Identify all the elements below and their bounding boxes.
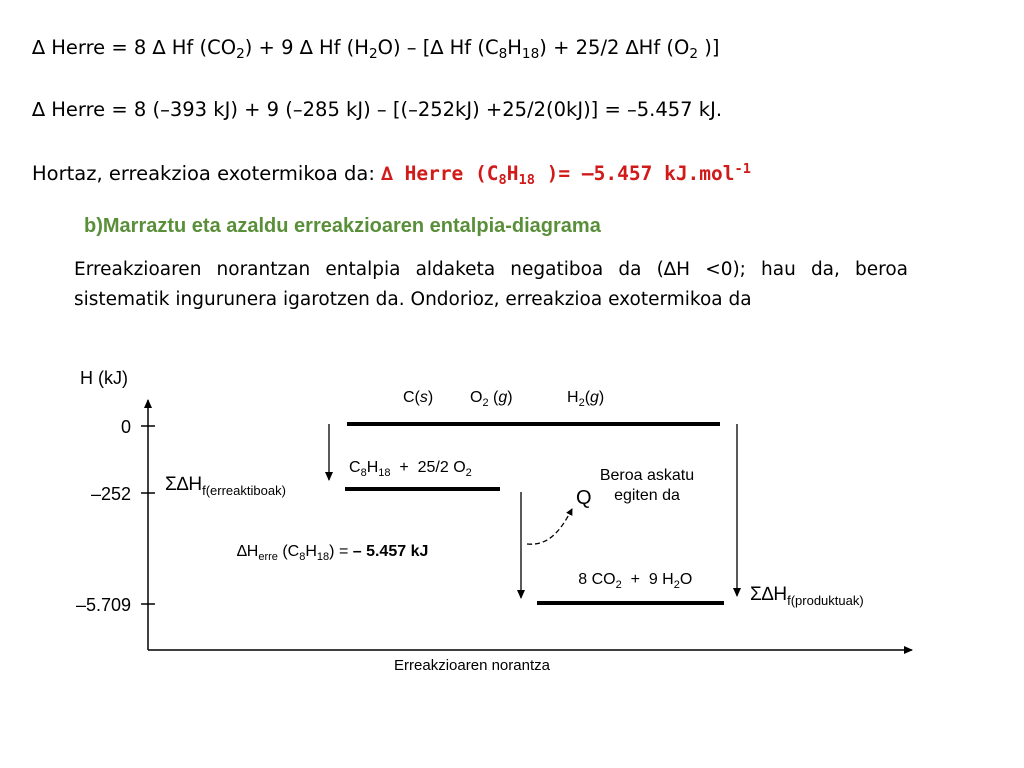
equation-line-1: ∆ Herre = 8 ∆ Hf $(CO_2) + 9$ ∆ Hf $(H_2O)$ – [∆ Hf $(C_8H_{18}) + 25/2$ ∆Hf ($O_2$ )] (32, 36, 720, 62)
products-label: 8 $CO_2 + 9$ $H_2O$ (578, 571, 693, 591)
sum-reactants-label: $\Sigma\Delta H_{f(erreaktiboak)}$ (165, 474, 286, 498)
explanation-paragraph: Erreakzioaren norantzan entalpia aldaketa negatiboa da (∆H <0); hau da, beroa sistematik ingurunera igarotzen da. Ondorioz, erreakzioa exotermikoa da (74, 259, 908, 310)
y-axis-label: H (kJ) (80, 368, 128, 388)
tick-label-252: –252 (90, 484, 131, 504)
heat-release-arrow (527, 509, 572, 544)
heat-symbol: Q (576, 487, 592, 509)
conclusion-line: Hortaz, erreakzioa exotermikoa da: ∆ Herre ($C_8H_{18}$ )= –5.457 kJ.mol$^{-1}$ (32, 161, 751, 188)
sum-products-label: $\Sigma\Delta H_{f(produktuak)}$ (750, 584, 864, 608)
tick-label-0: 0 (120, 417, 131, 437)
enthalpy-change-label: $\Delta H_{erre}$ $(C_8H_{18})$ = – 5.457 kJ (237, 543, 429, 563)
enthalpy-result: ∆ Herre ($C_8H_{18}$ )= –5.457 kJ.mol$^{-1}$ (381, 161, 751, 188)
tick-label-5709: –5.709 (75, 595, 131, 615)
reactants-label: $C_8H_{18} + 25/2$ $O_2$ (349, 459, 472, 479)
heat-note-line2: egiten da (614, 487, 680, 504)
equation-line-2: ∆ Herre = 8 (–393 kJ) + 9 (–285 kJ) – [(–252kJ) +25/2(0kJ)] = –5.457 kJ. (32, 98, 723, 121)
heat-note-line1: Beroa askatu (599, 467, 695, 484)
x-axis-label: Erreakzioaren norantza (394, 657, 550, 674)
section-heading: b)Marraztu eta azaldu erreakzioaren entalpia-diagrama (84, 215, 601, 237)
elements-label: C(s) $O_2$ (g) $H_2(g)$ (403, 389, 605, 409)
